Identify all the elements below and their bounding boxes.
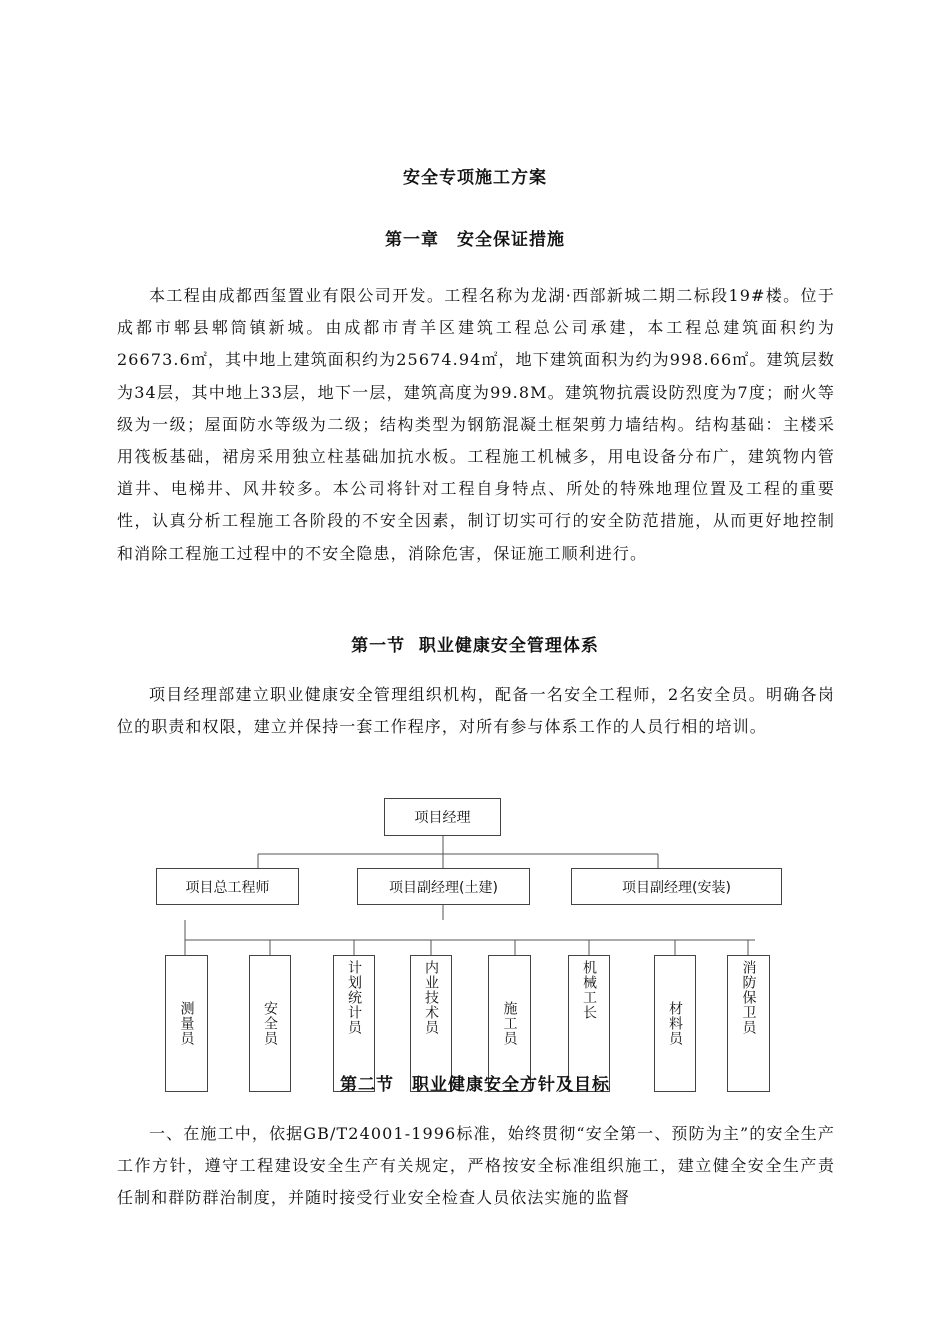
section-1-title: 第一节 职业健康安全管理体系 — [351, 636, 599, 656]
section-2-title: 第二节 职业健康安全方针及目标 — [340, 1075, 610, 1095]
org-node-construction-worker: 施工员 — [488, 955, 531, 1092]
org-node-machinery-foreman: 机械工长 — [568, 955, 610, 1092]
org-node-project-manager: 项目经理 — [384, 798, 501, 836]
org-node-planning-statistician: 计划统计员 — [333, 955, 375, 1092]
org-node-materials-clerk: 材料员 — [654, 955, 696, 1092]
org-node-fire-security: 消防保卫员 — [727, 955, 770, 1092]
org-node-surveyor: 测量员 — [165, 955, 208, 1092]
org-node-deputy-install: 项目副经理(安装) — [571, 868, 782, 905]
intro-paragraph: 本工程由成都西玺置业有限公司开发。工程名称为龙湖·西部新城二期二标段19#楼。位于成都市郫县郫筒镇新城。由成都市青羊区建筑工程总公司承建，本工程总建筑面积约为26673.6㎡，其中地上建筑面积约为25674.94㎡，地下建筑面积为约为998.66㎡。建筑层数为34层，其中地上33层，地下一层，建筑高度为99.8M。建筑物抗震设防烈度为7度；耐火等级为一级；屋面防水等级为二级；结构类型为钢筋混凝土框架剪力墙结构。结构基础：主楼采用筏板基础，裙房采用独立柱基础加抗水板。工程施工机械多，用电设备分布广，建筑物内管道井、电梯井、风井较多。本公司将针对工程自身特点、所处的特殊地理位置及工程的重要性，认真分析工程施工各阶段的不安全因素，制订切实可行的安全防范措施，从而更好地控制和消除工程施工过程中的不安全隐患，消除危害，保证施工顺利进行。 — [117, 286, 835, 563]
org-node-chief-engineer: 项目总工程师 — [156, 868, 299, 905]
org-node-technical-clerk: 内业技术员 — [410, 955, 452, 1092]
org-node-deputy-civil: 项目副经理(土建) — [357, 868, 530, 905]
section-1-paragraph: 项目经理部建立职业健康安全管理组织机构，配备一名安全工程师，2名安全员。明确各岗位的职责和权限，建立并保持一套工作程序，对所有参与体系工作的人员行相的培训。 — [117, 685, 835, 737]
org-node-safety-officer: 安全员 — [249, 955, 291, 1092]
chapter-title: 第一章 安全保证措施 — [385, 230, 565, 250]
document-title: 安全专项施工方案 — [403, 168, 547, 188]
section-2-paragraph: 一、在施工中，依据GB/T24001-1996标准，始终贯彻“安全第一、预防为主”的安全生产工作方针，遵守工程建设安全生产有关规定，严格按安全标准组织施工，建立健全安全生产责任制和群防群治制度，并随时接受行业安全检查人员依法实施的监督 — [117, 1124, 835, 1208]
